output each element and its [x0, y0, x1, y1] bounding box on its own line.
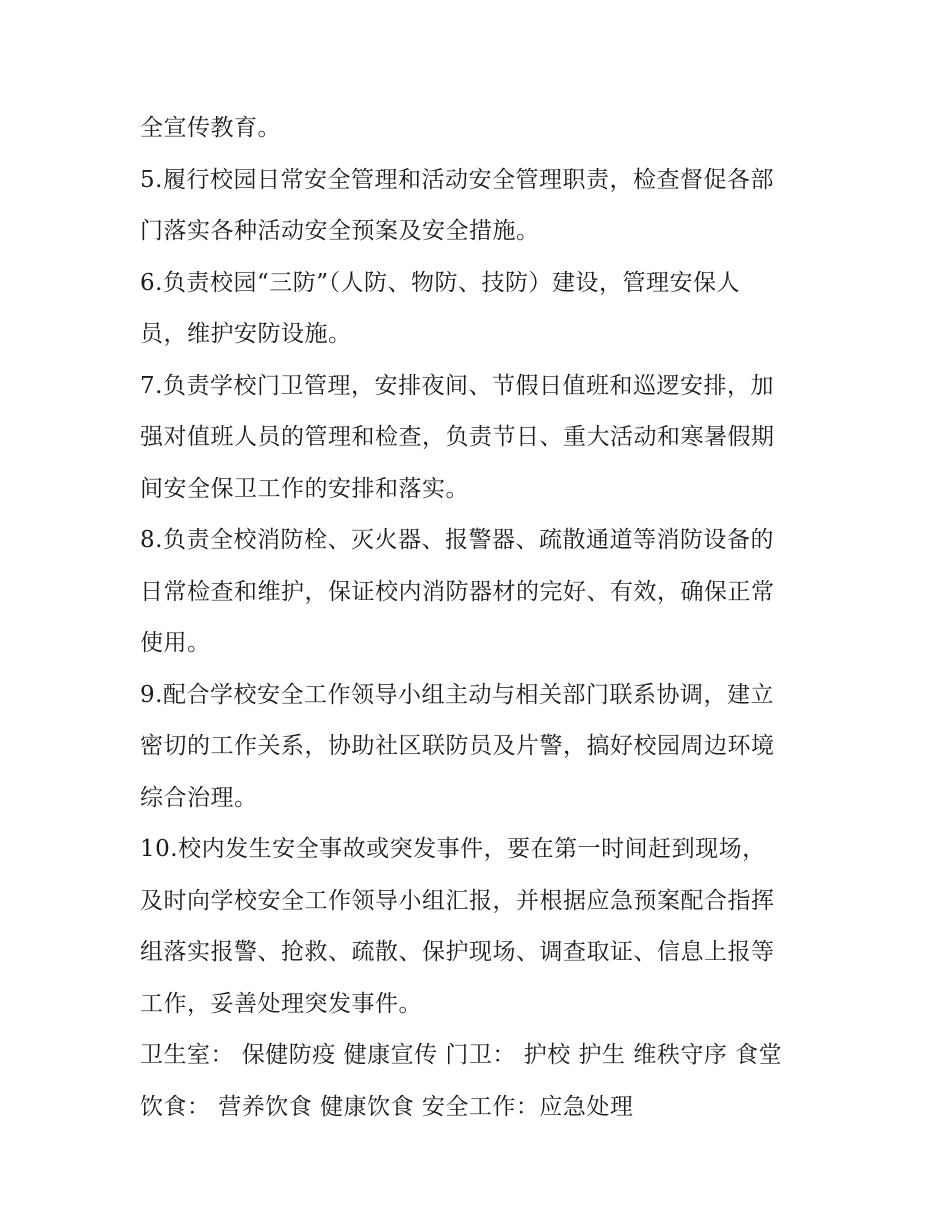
text-line: 卫生室： 保健防疫 健康宣传 门卫： 护校 护生 维秩守序 食堂: [140, 1042, 783, 1068]
text-line: 5.履行校园日常安全管理和活动安全管理职责，检查督促各部: [140, 166, 774, 193]
text-line: 9.配合学校安全工作领导小组主动与相关部门联系协调，建立: [140, 681, 774, 708]
text-line: 6.负责校园“三防”（人防、物防、技防）建设，管理安保人: [140, 269, 740, 296]
text-line: 7.负责学校门卫管理，安排夜间、节假日值班和巡逻安排，加: [140, 372, 774, 399]
body-text: [140, 103, 820, 1133]
text-line: 工作，妥善处理突发事件。: [140, 990, 422, 1017]
text-line: 及时向学校安全工作领导小组汇报，并根据应急预案配合指挥: [140, 887, 775, 914]
text-line: 组落实报警、抢救、疏散、保护现场、调查取证、信息上报等: [140, 939, 775, 965]
text-line: 全宣传教育。: [140, 115, 281, 141]
text-line: 日常检查和维护，保证校内消防器材的完好、有效，确保正常: [140, 578, 775, 605]
text-line: 综合治理。: [140, 784, 258, 811]
text-line: 8.负责全校消防栓、灭火器、报警器、疏散通道等消防设备的: [140, 527, 774, 553]
text-line: 门落实各种活动安全预案及安全措施。: [140, 218, 540, 244]
text-line: 间安全保卫工作的安排和落实。: [140, 475, 469, 502]
text-line: 10.校内发生安全事故或突发事件，要在第一时间赶到现场，: [140, 836, 766, 862]
text-line: 饮食： 营养饮食 健康饮食 安全工作：应急处理: [140, 1093, 634, 1120]
text-line: 员，维护安防设施。: [140, 321, 352, 347]
text-line: 密切的工作关系，协助社区联防员及片警，搞好校园周边环境: [140, 733, 775, 759]
text-line: 使用。: [140, 630, 211, 656]
text-line: 强对值班人员的管理和检查，负责节日、重大活动和寒暑假期: [140, 424, 775, 450]
